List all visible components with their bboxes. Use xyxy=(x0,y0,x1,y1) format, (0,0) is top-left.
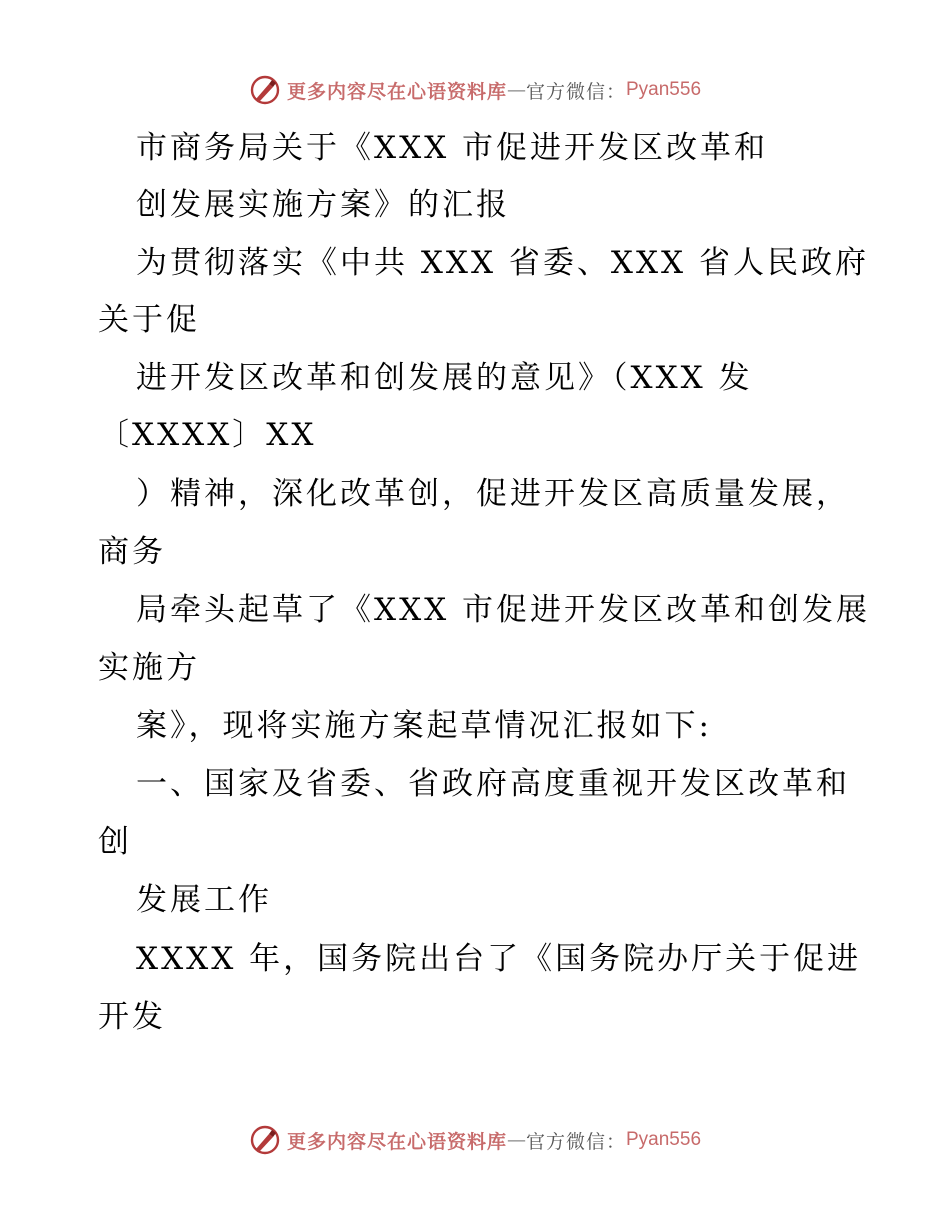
footer-watermark xyxy=(0,1120,950,1160)
doc-line: 为贯彻落实《中共 XXX 省委、XXX 省人民政府 xyxy=(136,245,869,281)
doc-line-heading: 发展工作 xyxy=(136,882,272,918)
watermark-dash: — xyxy=(506,79,526,101)
watermark-wechat-label: 官方微信： xyxy=(525,1130,626,1153)
watermark-text: 更多内容尽在心语资料库 xyxy=(286,80,507,103)
watermark-wechat-id: Pyan556 xyxy=(626,1129,702,1150)
header-watermark xyxy=(0,70,950,110)
watermark-dash: — xyxy=(506,1129,526,1151)
watermark-text: 更多内容尽在心语资料库 xyxy=(286,1130,507,1153)
doc-line-heading: 一、国家及省委、省政府高度重视开发区改革和 xyxy=(136,766,850,802)
pen-logo-icon xyxy=(249,74,281,106)
watermark-wechat-label: 官方微信： xyxy=(525,80,626,103)
doc-line: 实施方 xyxy=(98,650,200,686)
doc-line-heading: 创 xyxy=(98,824,132,860)
doc-line-title-1: 市商务局关于《XXX 市促进开发区改革和 xyxy=(136,130,769,166)
pen-logo-icon xyxy=(249,1124,281,1156)
doc-line: ）精神，深化改革创，促进开发区高质量发展， xyxy=(136,476,850,512)
doc-line: 进开发区改革和创发展的意见》（XXX 发 xyxy=(136,360,753,396)
doc-line: 开发 xyxy=(98,999,166,1035)
doc-line-title-2: 创发展实施方案》的汇报 xyxy=(136,187,510,223)
doc-line: XXXX 年，国务院出台了《国务院办厅关于促进 xyxy=(136,941,862,977)
doc-line: 案》，现将实施方案起草情况汇报如下: xyxy=(136,708,712,744)
watermark-wechat-id: Pyan556 xyxy=(626,79,702,100)
doc-line: 商务 xyxy=(98,534,166,570)
doc-line: 〔XXXX〕XX xyxy=(98,417,317,453)
doc-line: 关于促 xyxy=(98,302,200,338)
doc-line: 局牵头起草了《XXX 市促进开发区改革和创发展 xyxy=(136,592,871,628)
